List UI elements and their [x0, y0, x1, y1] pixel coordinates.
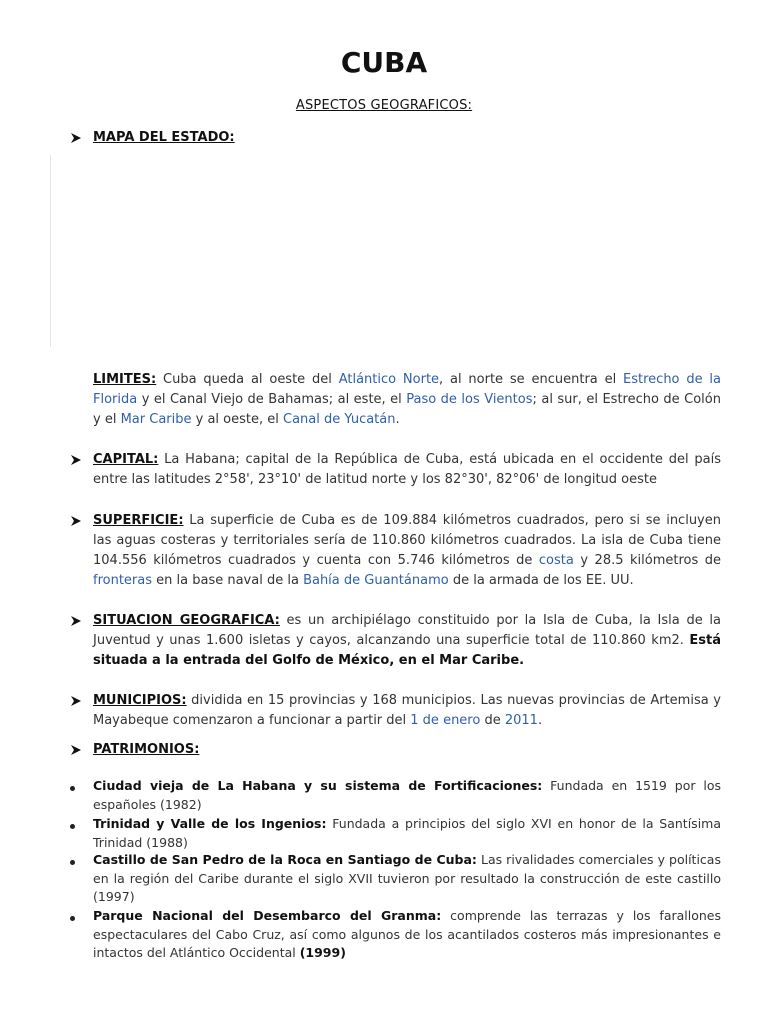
mapa-heading: MAPA DEL ESTADO:	[93, 130, 235, 145]
section-situacion	[93, 611, 721, 671]
patrimonio-text: Fundada a principios del siglo XVI en honor de la Santísima Trinidad (1988)	[93, 816, 722, 850]
link-atlantico-norte[interactable]: Atlántico Norte	[338, 372, 440, 387]
limites-text: y el Canal Viejo de Bahamas; al este, el	[137, 392, 407, 407]
document-title: CUBA	[340, 46, 428, 79]
limites-heading: LIMITES:	[93, 372, 157, 387]
patrimonio-year: (1999)	[299, 945, 346, 960]
arrow-bullet-icon	[70, 744, 82, 756]
superficie-heading: SUPERFICIE:	[93, 513, 184, 528]
bullet-dot-icon	[70, 860, 75, 865]
section-mapa	[93, 128, 721, 148]
municipios-text: de	[480, 713, 505, 728]
link-paso-vientos[interactable]: Paso de los Vientos	[406, 392, 533, 407]
section-municipios	[93, 691, 721, 731]
limites-text: Cuba queda al oeste del	[156, 372, 339, 387]
section-superficie	[93, 511, 721, 591]
section-capital	[93, 450, 721, 490]
limites-text: .	[395, 412, 400, 427]
superficie-text: La superficie de Cuba es de 109.884 kilómetros cuadrados, pero si se incluyen las aguas costeras y territoriales sería de 110.860 kilómetros cuadrados. La isla de Cuba tiene 104.556 kilómetros cuadrados y cuenta con 5.746 kilómetros de	[93, 513, 721, 568]
list-item	[93, 907, 721, 963]
superficie-text: de la armada de los EE. UU.	[448, 573, 634, 588]
bullet-dot-icon	[70, 786, 75, 791]
municipios-text: .	[537, 713, 543, 728]
superficie-text: y 28.5 kilómetros de	[573, 553, 722, 568]
capital-text: La Habana; capital de la República de Cuba, está ubicada en el occidente del país entre las latitudes 2°58', 23°10' de latitud norte y los 82°30', 82°06' de longitud oeste	[93, 452, 721, 487]
arrow-bullet-icon	[70, 695, 82, 707]
link-2011[interactable]: 2011	[504, 713, 538, 728]
section-limites	[93, 370, 721, 430]
limites-text: ; al sur, el Estrecho de Colón y el	[93, 392, 721, 427]
link-bahia-guantanamo[interactable]: Bahía de Guantánamo	[303, 573, 449, 588]
municipios-heading: MUNICIPIOS:	[93, 693, 187, 708]
list-item	[93, 815, 721, 852]
section-patrimonios	[93, 740, 721, 760]
situacion-bold-text: Está situada a la entrada del Golfo de México, en el Mar Caribe.	[93, 633, 721, 668]
bullet-dot-icon	[70, 916, 75, 921]
patrimonio-title: Parque Nacional del Desembarco del Granma:	[93, 908, 442, 923]
link-estrecho-florida[interactable]: Estrecho de la Florida	[93, 372, 722, 407]
situacion-text: es un archipiélago constituido por la Isla de Cuba, la Isla de la Juventud y unas 1.600 isletas y cayos, alcanzando una superficie total de 110.860 km2.	[93, 613, 721, 648]
municipios-text: dividida en 15 provincias y 168 municipios. Las nuevas provincias de Artemisa y Mayabeque comenzaron a funcionar a partir del	[93, 693, 721, 728]
link-canal-yucatan[interactable]: Canal de Yucatán	[283, 412, 396, 427]
patrimonios-heading: PATRIMONIOS:	[93, 742, 200, 757]
arrow-bullet-icon	[70, 454, 82, 466]
bullet-dot-icon	[70, 824, 75, 829]
situacion-heading: SITUACION GEOGRAFICA:	[93, 613, 280, 628]
arrow-bullet-icon	[70, 515, 82, 527]
list-item	[93, 777, 721, 814]
patrimonio-text: Fundada en 1519 por los españoles (1982)	[93, 778, 721, 812]
document-subtitle: ASPECTOS GEOGRAFICOS:	[295, 98, 473, 113]
link-1-de-enero[interactable]: 1 de enero	[410, 713, 481, 728]
link-mar-caribe[interactable]: Mar Caribe	[120, 412, 192, 427]
link-fronteras[interactable]: fronteras	[93, 573, 153, 588]
superficie-text: en la base naval de la	[152, 573, 304, 588]
limites-text: , al norte se encuentra el	[439, 372, 624, 387]
patrimonio-text: Las rivalidades comerciales y políticas en la región del Caribe durante el siglo XVII tuvieron por resultado la construcción de este castillo (1997)	[93, 852, 721, 904]
map-placeholder	[50, 155, 51, 347]
capital-heading: CAPITAL:	[93, 452, 159, 467]
link-costa[interactable]: costa	[538, 553, 574, 568]
limites-text: y al oeste, el	[191, 412, 283, 427]
patrimonio-text: comprende las terrazas y los farallones espectaculares del Cabo Cruz, así como algunos de los acantilados costeros más impresionantes e intactos del Atlántico Occidental	[93, 908, 721, 960]
list-item	[93, 851, 721, 907]
patrimonio-title: Trinidad y Valle de los Ingenios:	[93, 816, 327, 831]
arrow-bullet-icon	[70, 615, 82, 627]
arrow-bullet-icon	[70, 132, 82, 144]
patrimonio-title: Castillo de San Pedro de la Roca en Santiago de Cuba:	[93, 852, 477, 867]
patrimonio-title: Ciudad vieja de La Habana y su sistema de Fortificaciones:	[93, 778, 543, 793]
